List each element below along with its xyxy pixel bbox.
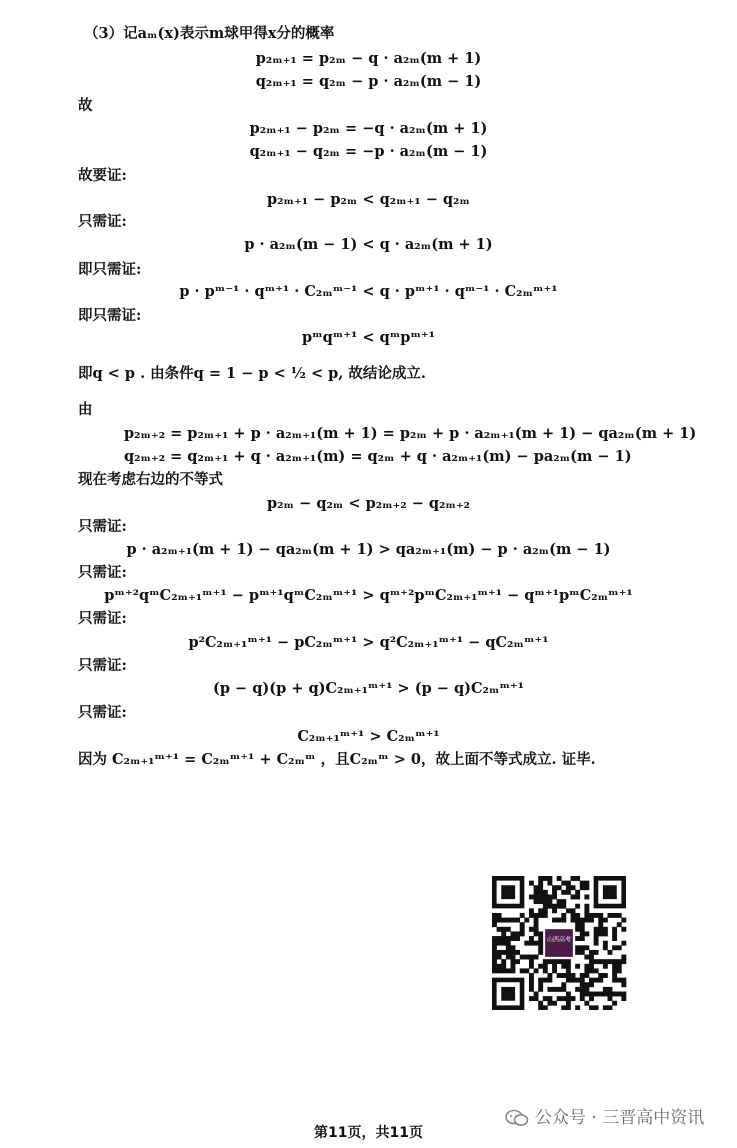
text-line: q₂ₘ₊₂ = q₂ₘ₊₁ + q · a₂ₘ₊₁(m) = q₂ₘ + q · a₂ₘ₊₁(m) − pa₂ₘ(m − 1) — [124, 448, 632, 465]
text-line: 只需证: — [78, 704, 127, 721]
math-equation: C₂ₘ₊₁ᵐ⁺¹ > C₂ₘᵐ⁺¹ — [297, 728, 440, 745]
text-line: 只需证: — [78, 518, 127, 535]
math-equation: p₂ₘ₊₁ − p₂ₘ = −q · a₂ₘ(m + 1) — [249, 120, 488, 137]
text-line: （3）记aₘ(x)表示m球甲得x分的概率 — [84, 25, 335, 42]
text-line: 即只需证: — [78, 307, 142, 324]
text-line: 只需证: — [78, 657, 127, 674]
text-line: 只需证: — [78, 564, 127, 581]
text-line: 即只需证: — [78, 261, 142, 278]
math-equation: pᵐqᵐ⁺¹ < qᵐpᵐ⁺¹ — [301, 329, 436, 346]
watermark-text: 公众号 · 三晋高中资讯 — [535, 1108, 705, 1128]
text-line: 故要证: — [78, 167, 127, 184]
qr-logo-label: 山西高考 — [546, 936, 572, 944]
math-equation: p²C₂ₘ₊₁ᵐ⁺¹ − pC₂ₘᵐ⁺¹ > q²C₂ₘ₊₁ᵐ⁺¹ − qC₂ₘᵐ⁺¹ — [188, 634, 549, 651]
text-line: 只需证: — [78, 213, 127, 230]
math-equation: p · a₂ₘ(m − 1) < q · a₂ₘ(m + 1) — [244, 236, 493, 253]
text-line: 由 — [78, 401, 93, 418]
qr-code — [486, 876, 632, 1010]
math-equation: (p − q)(p + q)C₂ₘ₊₁ᵐ⁺¹ > (p − q)C₂ₘᵐ⁺¹ — [212, 680, 525, 697]
text-line: 因为 C₂ₘ₊₁ᵐ⁺¹ = C₂ₘᵐ⁺¹ + C₂ₘᵐ ，且C₂ₘᵐ > 0，故上面不等式成立. 证毕. — [78, 751, 596, 768]
math-equation: p₂ₘ₊₁ = p₂ₘ − q · a₂ₘ(m + 1) — [255, 50, 482, 67]
text-line: 现在考虑右边的不等式 — [78, 471, 223, 488]
page-footer: 第11页，共11页 — [314, 1125, 423, 1141]
math-equation: p · a₂ₘ₊₁(m + 1) − qa₂ₘ(m + 1) > qa₂ₘ₊₁(m) − p · a₂ₘ(m − 1) — [126, 541, 611, 558]
text-line: 故 — [78, 97, 93, 114]
math-equation: pᵐ⁺²qᵐC₂ₘ₊₁ᵐ⁺¹ − pᵐ⁺¹qᵐC₂ₘᵐ⁺¹ > qᵐ⁺²pᵐC₂ₘ₊₁ᵐ⁺¹ − qᵐ⁺¹pᵐC₂ₘᵐ⁺¹ — [104, 587, 633, 604]
text-line: 只需证: — [78, 610, 127, 627]
math-equation: p₂ₘ₊₁ − p₂ₘ < q₂ₘ₊₁ − q₂ₘ — [267, 191, 470, 208]
math-equation: p · pᵐ⁻¹ · qᵐ⁺¹ · C₂ₘᵐ⁻¹ < q · pᵐ⁺¹ · qᵐ⁻¹ · C₂ₘᵐ⁺¹ — [179, 283, 558, 300]
math-equation: q₂ₘ₊₁ = q₂ₘ − p · a₂ₘ(m − 1) — [255, 73, 482, 90]
text-line: p₂ₘ₊₂ = p₂ₘ₊₁ + p · a₂ₘ₊₁(m + 1) = p₂ₘ + p · a₂ₘ₊₁(m + 1) − qa₂ₘ(m + 1) — [124, 425, 697, 442]
math-equation: p₂ₘ − q₂ₘ < p₂ₘ₊₂ − q₂ₘ₊₂ — [267, 495, 470, 512]
math-equation: q₂ₘ₊₁ − q₂ₘ = −p · a₂ₘ(m − 1) — [249, 143, 488, 160]
text-line: 即q < p . 由条件q = 1 − p < ½ < p, 故结论成立. — [78, 365, 426, 382]
